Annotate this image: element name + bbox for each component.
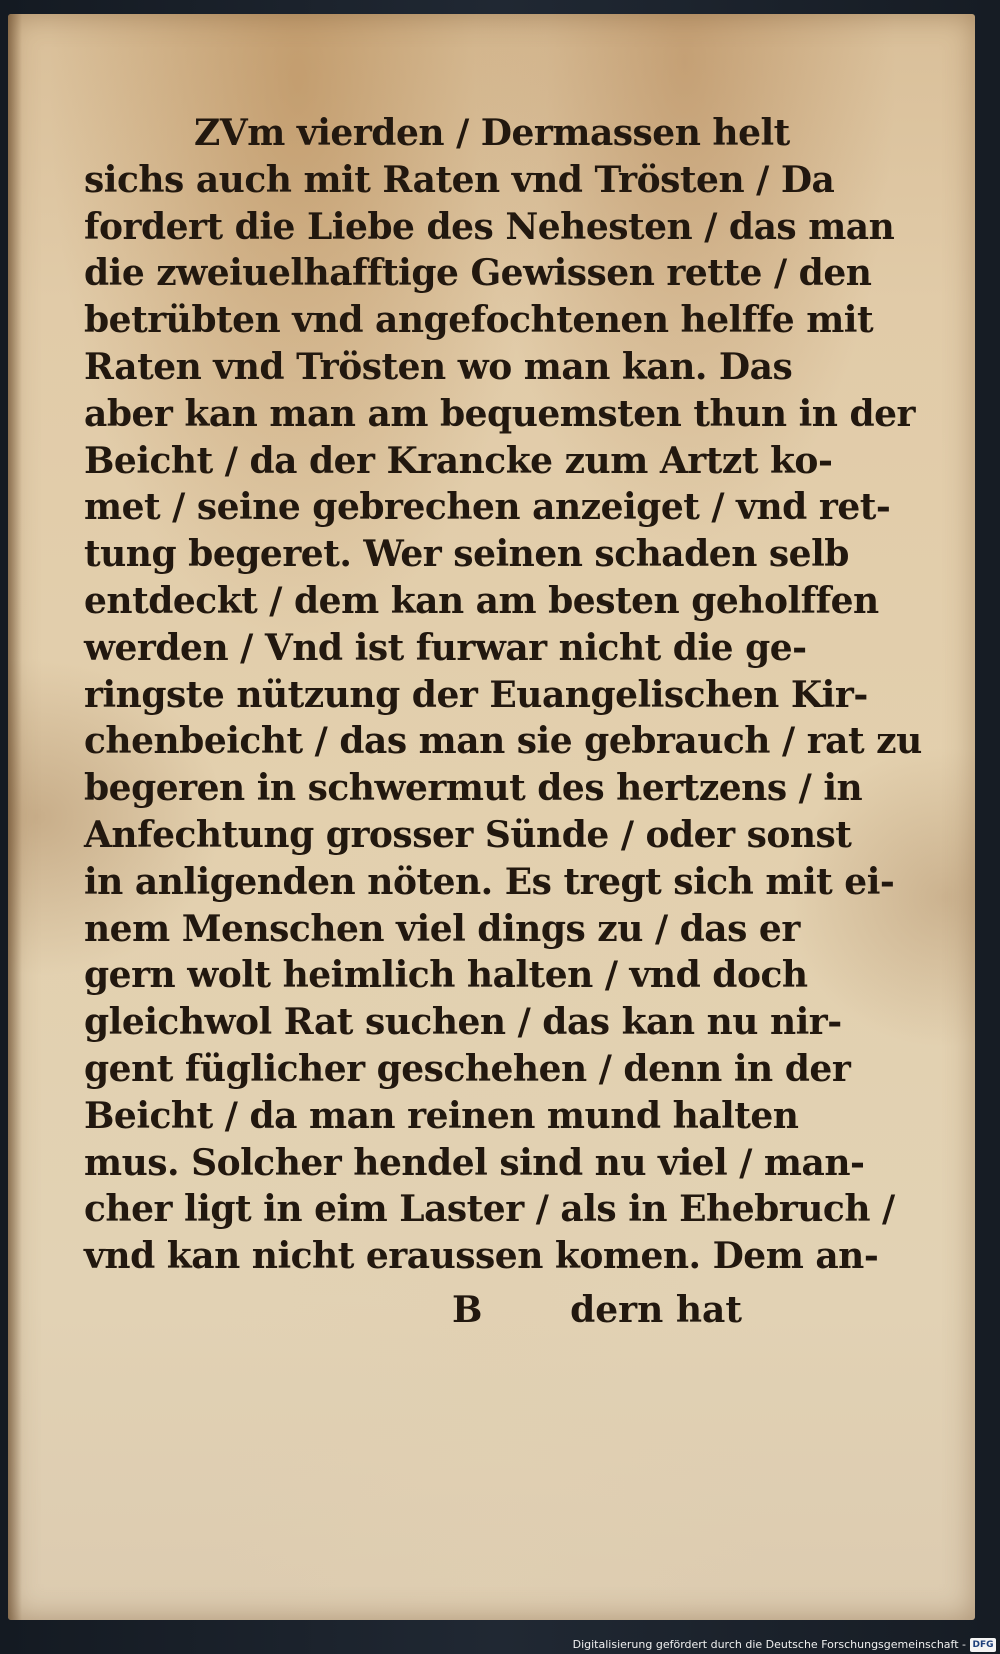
text-line-10: tung begeret. Wer seinen schaden selb [84,533,849,576]
text-line-5: betrübten vnd angefochtenen helffe mit [84,299,874,342]
catchword: dern hat [570,1289,742,1331]
book-page [8,14,975,1620]
text-line-4: die zweiuelhafftige Gewissen rette / den [84,252,872,295]
text-line-12: werden / Vnd ist furwar nicht die ge- [84,626,807,669]
text-line-19: gern wolt heimlich halten / vnd doch [84,954,808,997]
text-line-22: Beicht / da man reinen mund halten [84,1094,799,1137]
text-line-11: entdeckt / dem kan am besten geholffen [84,579,879,622]
text-line-15: begeren in schwermut des hertzens / in [84,767,863,810]
digitization-credit: Digitalisierung gefördert durch die Deutsche Forschungsgemeinschaft - [572,1638,966,1651]
text-line-16: Anfechtung grosser Sünde / oder sonst [84,813,852,856]
page-footer-line [84,1287,764,1334]
text-line-24: cher ligt in eim Laster / als in Ehebruch / [84,1188,895,1231]
text-line-7: aber kan man am bequemsten thun in der [84,392,915,435]
text-line-9: met / seine gebrechen anzeiget / vnd ret- [84,486,891,529]
dfg-logo-icon: DFG [970,1638,996,1652]
text-line-23: mus. Solcher hendel sind nu viel / man- [84,1141,865,1184]
text-line-21: gent füglicher geschehen / denn in der [84,1047,851,1090]
text-line-14: chenbeicht / das man sie gebrauch / rat zu [84,720,922,763]
text-line-2: sichs auch mit Raten vnd Trösten / Da [84,158,835,201]
text-line-1: ZVm vierden / Dermassen helt [194,112,790,154]
text-line-20: gleichwol Rat suchen / das kan nu nir- [84,1001,842,1044]
text-line-17: in anligenden nöten. Es tregt sich mit ei- [84,860,895,903]
text-line-13: ringste nützung der Euangelischen Kir- [84,673,868,716]
text-line-6: Raten vnd Trösten wo man kan. Das [84,345,793,388]
page-gutter-shadow [8,14,22,1620]
signature-mark: B [452,1289,483,1331]
text-line-18: nem Menschen viel dings zu / das er [84,907,800,950]
text-line-3: fordert die Liebe des Nehesten / das man [84,205,895,248]
text-line-8: Beicht / da der Krancke zum Artzt ko- [84,439,833,482]
text-line-25: vnd kan nicht eraussen komen. Dem an- [84,1235,879,1278]
page-text-block [84,110,922,1280]
